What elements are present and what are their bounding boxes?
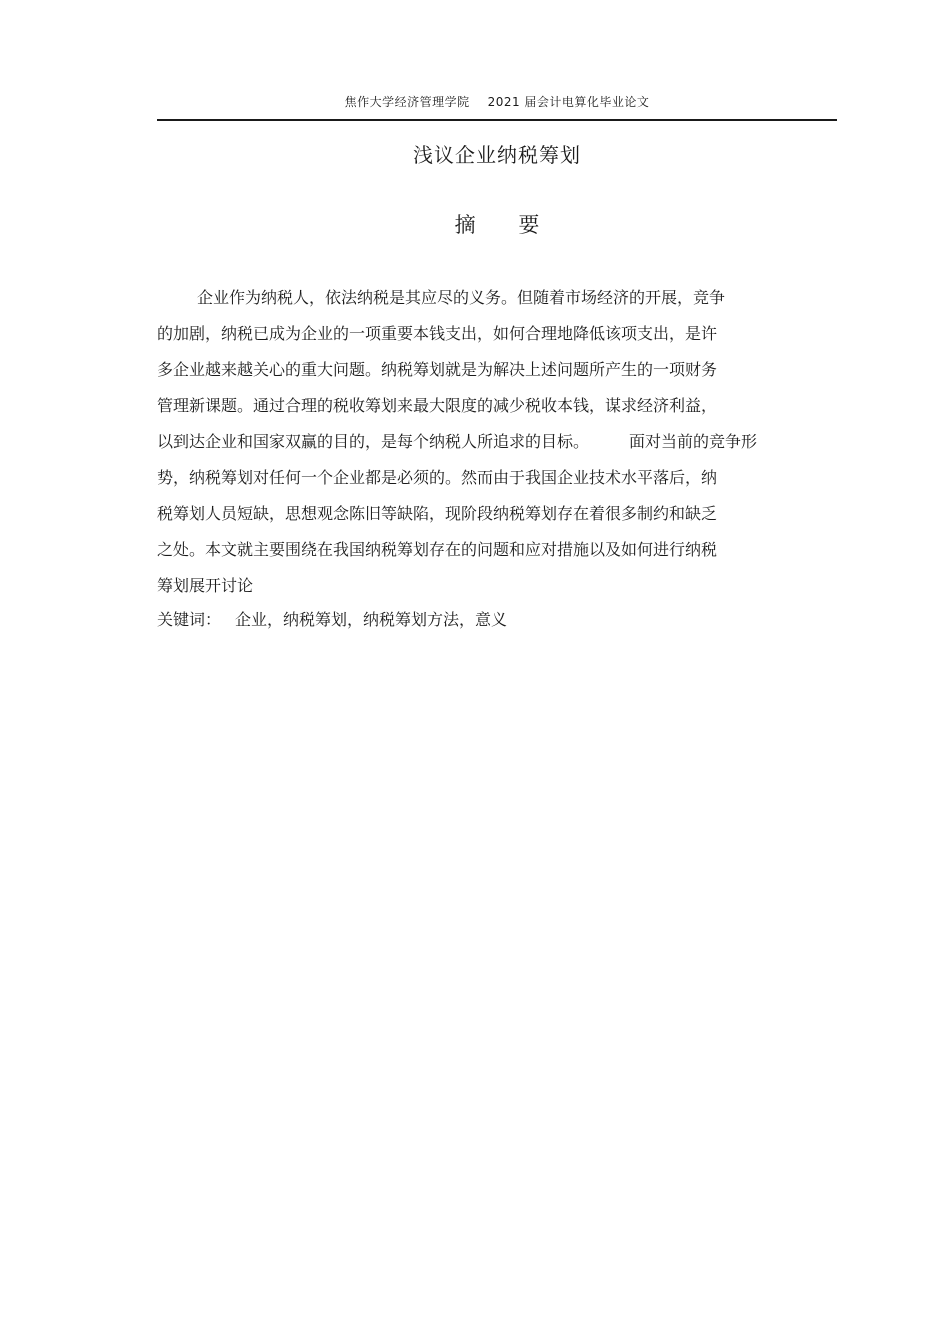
abstract-line: 势，纳税筹划对任何一个企业都是必须的。然而由于我国企业技术水平落后，纳 [157, 468, 718, 487]
header-institution: 焦作大学经济管理学院 [344, 95, 470, 109]
paper-title: 浅议企业纳税筹划 [413, 143, 581, 167]
abstract-line: 筹划展开讨论 [157, 576, 254, 595]
abstract-body [157, 284, 837, 608]
abstract-line-text: 以到达企业和国家双赢的目的，是每个纳税人所追求的目标。 [157, 432, 590, 451]
keywords-value: 企业，纳税筹划，纳税筹划方法，意义 [235, 610, 508, 629]
abstract-line-continuation: 面对当前的竞争形 [629, 432, 758, 451]
keywords [157, 606, 507, 634]
abstract-line: 管理新课题。通过合理的税收筹划来最大限度的减少税收本钱，谋求经济利益， [157, 396, 718, 415]
running-header [157, 93, 837, 111]
abstract-line: 企业作为纳税人，依法纳税是其应尽的义务。但随着市场经济的开展，竞争 [197, 288, 726, 307]
header-divider [157, 119, 837, 121]
abstract-line: 之处。本文就主要围绕在我国纳税筹划存在的问题和应对措施以及如何进行纳税 [157, 540, 718, 559]
keywords-label: 关键词： [157, 610, 222, 629]
abstract-line: 的加剧，纳税已成为企业的一项重要本钱支出，如何合理地降低该项支出，是许 [157, 324, 718, 343]
header-thesis-label: 2021 届会计电算化毕业论文 [487, 95, 650, 109]
abstract-line: 多企业越来越关心的重大问题。纳税筹划就是为解决上述问题所产生的一项财务 [157, 360, 718, 379]
abstract-line [157, 428, 837, 464]
abstract-line: 税筹划人员短缺，思想观念陈旧等缺陷，现阶段纳税筹划存在着很多制约和缺乏 [157, 504, 718, 523]
abstract-heading: 摘 要 [454, 213, 558, 237]
